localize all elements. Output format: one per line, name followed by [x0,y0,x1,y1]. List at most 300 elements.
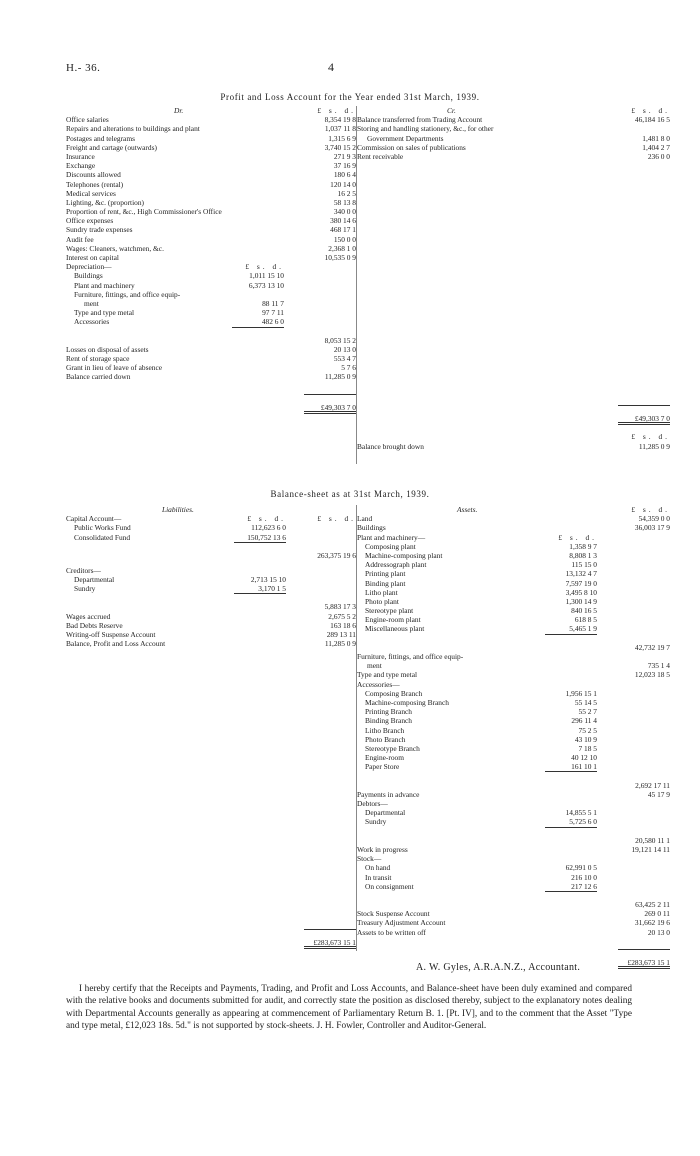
row-amount: 45 17 9 [647,789,670,799]
ledger-row [357,873,670,882]
row-amount: 1,481 8 0 [642,133,670,143]
row-label: Lighting, &c. (proportion) [66,197,144,207]
row-amount: 43 10 9 [574,734,597,744]
column-head [317,106,356,115]
total-rule [618,949,670,950]
row-amount: 289 13 11 [326,629,356,639]
ledger-row [357,680,670,689]
debit-row [66,143,356,152]
row-label: Grant in lieu of leave of absence [66,363,163,373]
row-amount: 12,023 18 5 [634,670,670,680]
ledger-row [66,308,356,317]
row-label: Creditors— [66,565,101,575]
ledger-row [357,854,670,863]
debit-row [66,207,356,216]
row-amount: 2,368 1 0 [328,243,356,253]
row-label: Addressograph plant [365,560,427,570]
ledger-row [357,588,670,597]
ledger-row [66,533,356,542]
ledger-row [357,698,670,707]
row-label: Postages and telegrams [66,133,135,143]
ledger-row [357,827,670,836]
row-label: Furniture, fittings, and office equip- [357,652,464,661]
row-amount: 1,315 6 9 [328,133,356,143]
row-label: Commission on sales of publications [357,142,466,152]
row-label: Accessories [74,317,110,327]
row-label: ment [367,661,382,671]
pound-head: £ [631,505,643,514]
ledger-row [357,808,670,817]
ledger-row [66,929,356,938]
debit-row [66,198,356,207]
ledger-row [357,735,670,744]
ledger-row [357,661,670,670]
row-amount: 5 7 6 [341,363,356,373]
total-rule [304,394,356,395]
row-label: Stereotype plant [365,606,414,616]
row-amount: 150 0 0 [333,234,356,244]
row-amount: 340 0 0 [333,207,356,217]
column-head [631,432,670,441]
row-label: Government Departments [367,133,444,143]
row-amount: 11,285 0 9 [324,639,356,649]
dr-heading: Dr. [174,106,184,115]
ledger-row [357,937,670,949]
row-amount: 37 16 9 [333,161,356,171]
ledger-row [66,262,356,271]
pound-head: £ [245,262,257,272]
row-amount: 7 18 5 [578,743,597,753]
row-label: Wages accrued [66,611,111,621]
ledger-row [66,612,356,621]
debit-row [66,216,356,225]
ledger-row [357,405,670,414]
ledger-row [357,161,670,405]
ledger-row [66,505,356,514]
row-label: Accessories— [357,679,400,689]
total-rule [545,827,597,828]
row-label: Composing Branch [365,688,423,698]
row-amount: 271 9 3 [333,151,356,161]
total-rule [304,946,356,949]
ledger-row [357,836,670,845]
ledger-row [357,579,670,588]
row-label: Storing and handling stationery, &c., for other [357,124,494,134]
row-label: Treasury Adjustment Account [357,918,446,928]
ledger-row [357,597,670,606]
page-number: 4 [328,60,334,74]
row-amount: 16 2 5 [337,188,356,198]
row-amount: 618 8 5 [574,615,597,625]
debit-row [66,115,356,124]
row-label: Litho Branch [365,725,405,735]
ledger-row [66,584,356,593]
pound-head: £ [558,532,570,542]
ledger-row [66,575,356,584]
credit-total: £49,303 7 0 [634,414,670,424]
ledger-row [357,643,670,652]
bs-assets-column [357,505,670,976]
ledger-row [66,514,356,523]
ledger-row [66,602,356,611]
row-label: Miscellaneous plant [365,624,425,634]
pl-debit-column [66,106,356,421]
row-label: Wages: Cleaners, watchmen, &c. [66,243,164,253]
row-amount: 112,623 6 0 [251,523,286,533]
depreciation-heading: Depreciation— [66,262,112,272]
pence-head: d. [585,532,597,542]
row-amount: 11,285 0 9 [324,372,356,382]
row-label: Exchange [66,161,96,171]
debit-row [66,124,356,133]
debit-row [66,180,356,189]
pence-head: d. [274,514,286,524]
ledger-row [66,394,356,403]
debit-row [66,345,356,354]
bs-divider [356,505,357,951]
ledger-row [357,569,670,578]
ledger-row [66,593,356,602]
row-label: Furniture, fittings, and office equip- [74,289,181,299]
row-label: Public Works Fund [74,523,131,533]
ledger-row [66,551,356,560]
ledger-row [66,327,356,336]
ledger-row [357,551,670,560]
ledger-row [357,624,670,633]
row-label: Departmental [365,808,406,818]
pound-head: £ [631,106,643,115]
pence-head: d. [658,432,670,442]
debit-row [66,253,356,262]
balance-brought-down [357,442,670,451]
row-amount: 31,662 19 6 [634,918,670,928]
row-label: Machine-composing plant [365,550,443,560]
row-label: On consignment [365,881,414,891]
row-label: Freight and cartage (outwards) [66,142,157,152]
row-label: Medical services [66,188,116,198]
ledger-row [357,845,670,854]
debit-row [66,170,356,179]
depreciation-total: 8,053 15 2 [324,335,356,345]
row-label: Type and type metal [74,308,135,318]
row-amount: 1,011 15 10 [249,271,284,281]
row-amount: 58 13 8 [333,197,356,207]
total-rule [232,327,284,328]
row-label: Balance, Profit and Loss Account [66,639,166,649]
row-amount: 42,732 19 7 [634,642,670,652]
row-amount: 20 13 0 [647,927,670,937]
liabilities-total: £283,673 15 1 [313,938,356,948]
row-label: Consolidated Fund [74,532,131,542]
assets-total: £283,673 15 1 [627,957,670,967]
row-amount: 161 10 1 [571,762,597,772]
shilling-head: s. [642,505,659,514]
ledger-row [357,882,670,891]
row-label: Printing plant [365,569,406,579]
bs-liabilities-column [66,505,356,956]
row-label: Proportion of rent, &c., High Commissioner's Office [66,207,222,217]
debit-total: £49,303 7 0 [320,402,356,412]
row-label: Payments in advance [357,789,420,799]
row-amount: 8,808 1 3 [569,550,597,560]
ledger-row [357,799,670,808]
ledger-row [357,753,670,762]
row-amount: 2,692 17 11 [635,780,670,790]
row-amount: 1,404 2 7 [642,142,670,152]
debit-row [66,152,356,161]
ledger-row [357,716,670,725]
row-label: Rent of storage space [66,354,130,364]
row-amount: 2,713 15 10 [250,574,286,584]
audit-certificate: I hereby certify that the Receipts and Payments, Trading, and Profit and Loss Accounts, and Balance-sheet have been duly examined and compared with the relative books and documents submitted for audit, and correctly state the position as disclosed thereby, subject to the explanatory notes dealing with Departmental Accounts generally as appearing at commencement of Parliamentary Return B. 1. [Pt. IV], and to the comment that the Asset "Type and type metal, £12,023 18s. 5d." is not supported by stock-sheets. J. H. Fowler, Controller and Auditor-General. [66,984,632,1032]
pound-head: £ [317,106,329,115]
pound-head: £ [247,514,259,524]
ledger-row [66,648,356,929]
total-rule [304,411,356,414]
ledger-row [357,762,670,771]
ledger-row [357,615,670,624]
cr-heading: Cr. [447,106,456,115]
row-amount: 11,285 0 9 [638,441,670,451]
page-reference: H.- 36. [66,62,101,74]
ledger-row [66,299,356,308]
row-label: Interest on capital [66,253,119,262]
ledger-row [357,949,670,958]
ledger-row [66,947,356,956]
ledger-row [66,639,356,648]
row-label: Audit fee [66,234,94,244]
ledger-row [66,621,356,630]
total-rule [545,891,597,892]
row-label: Balance carried down [66,372,131,382]
row-label: Stock— [357,854,382,864]
row-amount: 63,425 2 11 [635,900,670,910]
ledger-row [66,566,356,575]
row-amount: 217 12 6 [571,881,597,891]
assets-heading: Assets. [457,505,478,514]
row-amount: 120 14 0 [330,179,356,189]
row-label: Plant and machinery [74,280,135,290]
pence-head: d. [344,106,356,115]
debit-row [66,244,356,253]
ledger-row [357,143,670,152]
row-label: Debtors— [357,799,388,808]
ledger-row [357,909,670,918]
row-label: Discounts allowed [66,170,121,180]
ledger-row [66,317,356,326]
row-label: Writing-off Suspense Account [66,629,156,639]
row-amount: 1,358 9 7 [569,541,597,551]
row-label: In transit [365,872,392,882]
row-amount: 482 6 0 [261,317,284,327]
row-amount: 380 14 6 [330,216,356,226]
ledger-row [357,707,670,716]
ledger-row [357,918,670,927]
shilling-head: s. [642,106,659,115]
ledger-row [357,533,670,542]
row-amount: 5,883 17 3 [324,602,356,612]
row-label: Engine-room [365,753,404,763]
ledger-row [66,630,356,639]
ledger-row [357,771,670,780]
row-label: Sundry trade expenses [66,225,133,235]
total-rule [618,966,670,969]
row-label: On hand [365,863,391,873]
ledger-row [66,281,356,290]
row-label: Office salaries [66,115,109,125]
pl-credit-column [357,106,670,451]
row-label: ment [84,298,99,308]
row-amount: 20 13 0 [333,344,356,354]
row-label: Type and type metal [357,670,418,680]
total-rule [304,929,356,930]
row-amount: 180 6 4 [333,170,356,180]
column-head [631,505,670,514]
column-head [245,262,284,271]
ledger-row [357,606,670,615]
row-amount: 13,132 4 7 [565,569,597,579]
ledger-row [357,863,670,872]
row-label: Binding Branch [365,716,413,726]
ledger-row [66,336,356,345]
row-label: Capital Account— [66,514,122,524]
total-rule [545,634,597,635]
debit-row [66,235,356,244]
shilling-head: s. [258,514,275,524]
row-amount: 19,121 14 11 [631,844,670,854]
row-amount: 553 4 7 [333,354,356,364]
pence-head: d. [658,106,670,115]
ledger-row [357,124,670,133]
ledger-row [357,134,670,143]
ledger-row [66,542,356,551]
row-label: Plant and machinery— [357,532,426,542]
shilling-head: s. [256,262,273,272]
row-amount: 8,354 19 8 [324,115,356,125]
column-head [558,533,597,542]
row-amount: 97 7 11 [262,308,284,318]
row-amount: 36,003 17 9 [634,523,670,533]
row-label: Photo plant [365,596,399,606]
row-label: Assets to be written off [357,927,426,937]
row-amount: 263,375 19 6 [317,550,356,560]
row-label: Work in progress [357,844,408,854]
balance-sheet-title: Balance-sheet as at 31st March, 1939. [270,489,430,499]
ledger-row [66,412,356,421]
row-amount: 6,373 13 10 [248,280,284,290]
row-amount: 55 14 5 [574,697,597,707]
row-label: Balance transferred from Trading Account [357,115,483,125]
ledger-row [357,432,670,441]
debit-row [66,161,356,170]
row-amount: 236 0 0 [647,151,670,161]
row-amount: 296 11 4 [571,716,597,726]
column-head [631,106,670,115]
row-amount: 2,675 5 2 [328,611,356,621]
profit-loss-title: Profit and Loss Account for the Year ended 31st March, 1939. [220,92,480,102]
debit-row [66,363,356,372]
pound-head: £ [631,432,643,442]
row-label: Office expenses [66,216,114,226]
ledger-row [357,523,670,532]
row-label: Machine-composing Branch [365,697,449,707]
shilling-head: s. [642,432,659,442]
row-label: Buildings [74,271,103,281]
shilling-head: s. [569,532,586,542]
row-amount: 150,752 13 6 [247,532,286,542]
shilling-head: s. [328,514,345,524]
row-label: Repairs and alterations to buildings and plant [66,124,200,134]
row-amount: 20,580 11 1 [635,835,670,845]
accountant-signature: A. W. Gyles, A.R.A.N.Z., Accountant. [416,962,581,973]
row-amount: 88 11 7 [262,298,284,308]
row-amount: 1,300 14 9 [565,596,597,606]
ledger-row [66,523,356,532]
total-rule [234,542,286,543]
row-amount: 840 16 5 [571,606,597,616]
row-label: Stereotype Branch [365,743,420,753]
total-rule [234,593,286,594]
row-amount: 3,495 8 10 [565,587,597,597]
ledger-row [66,271,356,280]
ledger-row [357,115,670,124]
row-label: Composing plant [365,541,416,551]
row-label: Balance brought down [357,441,424,451]
row-amount: 5,465 1 9 [569,624,597,634]
total-rule [618,405,670,406]
row-amount: 10,535 0 9 [324,253,356,262]
row-amount: 115 15 0 [571,560,597,570]
liabilities-heading: Liabilities. [162,505,194,514]
row-label: Buildings [357,523,386,533]
debit-row [66,134,356,143]
column-head [317,514,356,523]
row-amount: 163 18 6 [330,620,356,630]
row-amount: 14,855 5 1 [565,808,597,818]
ledger-row [357,670,670,679]
ledger-row [357,634,670,643]
pence-head: d. [272,262,284,272]
row-label: Paper Store [365,762,400,772]
ledger-row [357,817,670,826]
row-amount: 216 10 0 [571,872,597,882]
ledger-row [357,560,670,569]
row-label: Engine-room plant [365,615,421,625]
ledger-row [357,152,670,161]
debit-row [66,372,356,381]
row-amount: 46,184 16 5 [634,115,670,125]
row-label: Rent receivable [357,151,404,161]
row-amount: 5,725 6 0 [569,817,597,827]
row-label: Binding plant [365,578,406,588]
row-label: Photo Branch [365,734,406,744]
ledger-row [357,514,670,523]
row-label: Land [357,514,373,524]
shilling-head: s. [328,106,345,115]
row-amount: 468 17 1 [330,225,356,235]
ledger-row [357,928,670,937]
ledger-row [357,891,670,900]
row-amount: 7,597 19 0 [565,578,597,588]
row-label: Sundry [74,584,96,594]
ledger-row [357,423,670,432]
row-label: Printing Branch [365,707,413,717]
pound-head: £ [317,514,329,524]
row-amount: 3,170 1 5 [258,584,286,594]
ledger-row [357,542,670,551]
row-amount: 269 0 11 [644,909,670,919]
row-amount: 40 12 10 [571,753,597,763]
